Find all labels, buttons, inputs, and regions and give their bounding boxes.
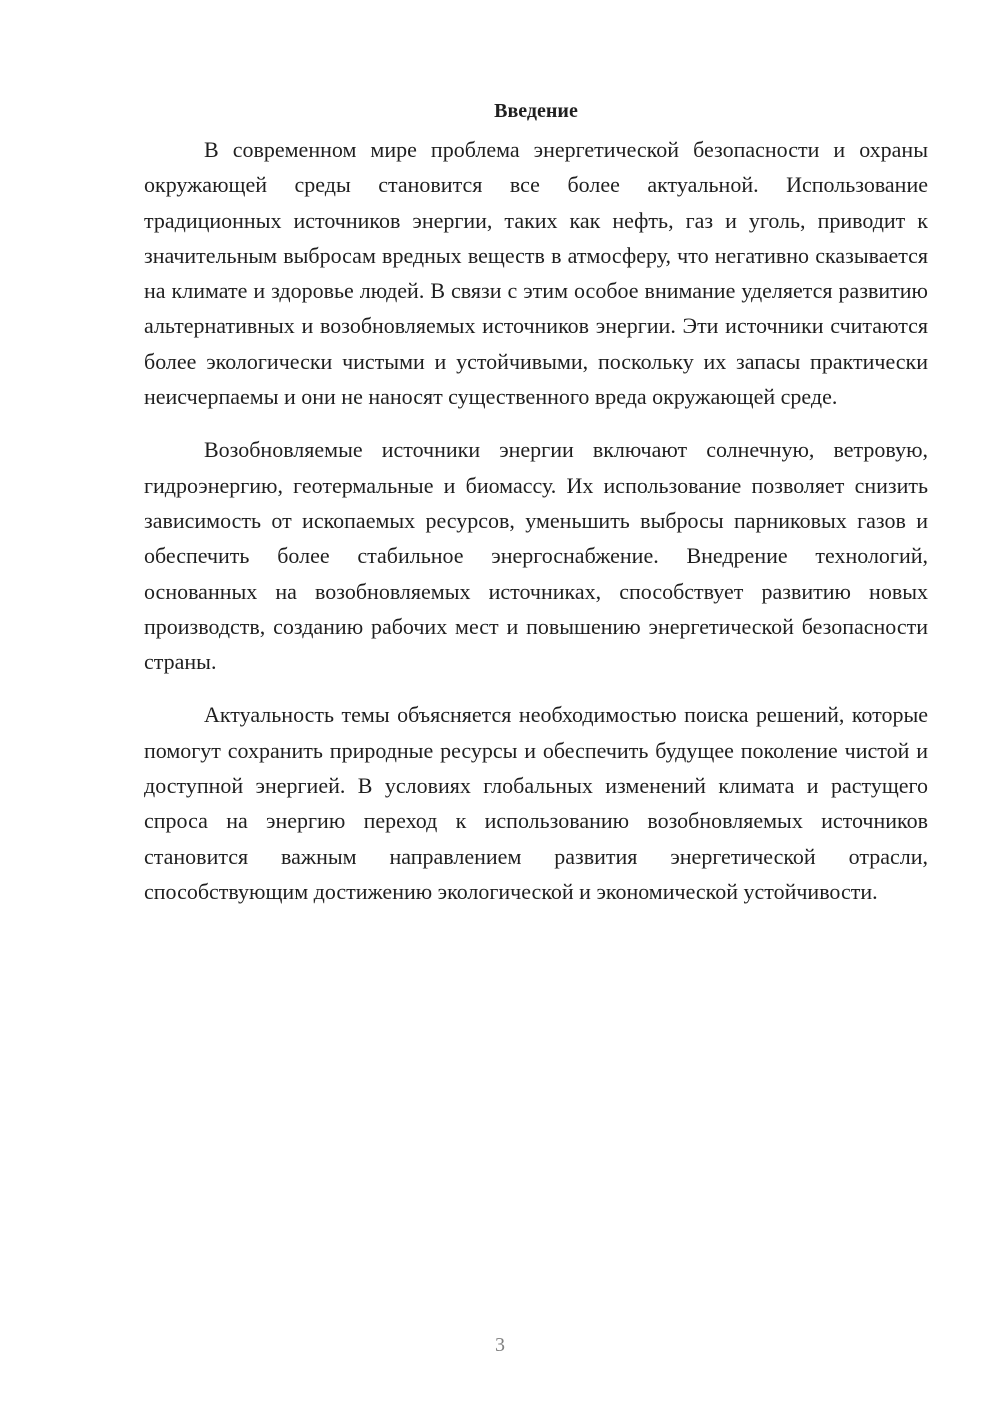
page-number: 3 (495, 1334, 505, 1356)
section-title: Введение (494, 100, 578, 122)
paragraph-3: Актуальность темы объясняется необходимостью поиска решений, которые помогут сохранить природные ресурсы и обеспечить будущее поколение чистой и доступной энергией. В условиях глобальных изменений климата и растущего спроса на энергию переход к использованию возобновляемых источников становится важным направлением развития энергетической отрасли, способствующим достижению экологической и экономической устойчивости. (144, 702, 928, 904)
page-content (144, 96, 928, 927)
paragraph-1: В современном мире проблема энергетической безопасности и охраны окружающей среды становится все более актуальной. Использование традиционных источников энергии, таких как нефть, газ и уголь, приводит к значительным выбросам вредных веществ в атмосферу, что негативно сказывается на климате и здоровье людей. В связи с этим особое внимание уделяется развитию альтернативных и возобновляемых источников энергии. Эти источники считаются более экологически чистыми и устойчивыми, поскольку их запасы практически неисчерпаемы и они не наносят существенного вреда окружающей среде. (144, 137, 928, 410)
paragraph-2: Возобновляемые источники энергии включают солнечную, ветровую, гидроэнергию, геотермальные и биомассу. Их использование позволяет снизить зависимость от ископаемых ресурсов, уменьшить выбросы парниковых газов и обеспечить более стабильное энергоснабжение. Внедрение технологий, основанных на возобновляемых источниках, способствует развитию новых производств, созданию рабочих мест и повышению энергетической безопасности страны. (144, 437, 928, 675)
